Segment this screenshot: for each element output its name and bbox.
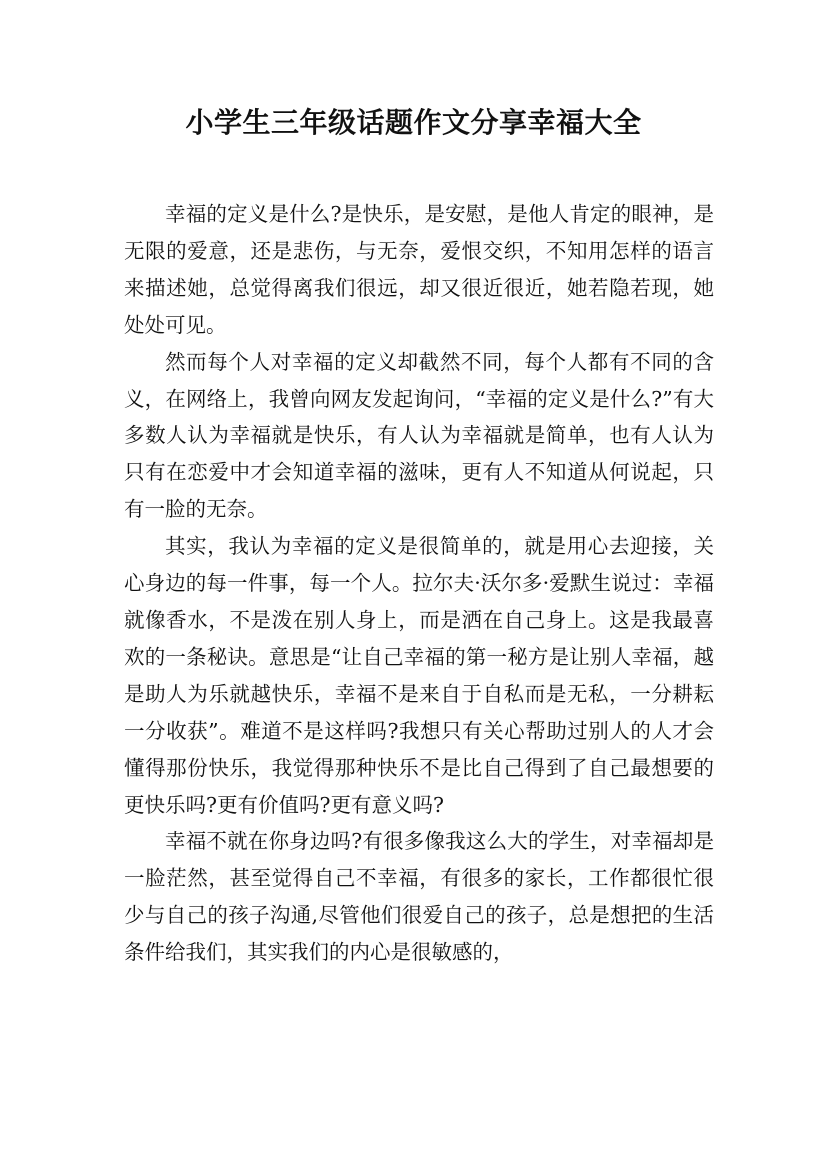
paragraph-3: 其实，我认为幸福的定义是很简单的，就是用心去迎接，关心身边的每一件事，每一个人。拉尔夫·沃尔多·爱默生说过：幸福就像香水，不是泼在别人身上，而是洒在自己身上。这是我最喜欢的一条秘诀。意思是“让自己幸福的第一秘方是让别人幸福，越是助人为乐就越快乐，幸福不是来自于自私而是无私，一分耕耘一分收获”。难道不是这样吗?我想只有关心帮助过别人的人才会懂得那份快乐，我觉得那种快乐不是比自己得到了自己最想要的更快乐吗?更有价值吗?更有意义吗? xyxy=(124,534,714,817)
paragraph-4: 幸福不就在你身边吗?有很多像我这么大的学生，对幸福却是一脸茫然，甚至觉得自己不幸福，有很多的家长，工作都很忙很少与自己的孩子沟通,尽管他们很爱自己的孩子，总是想把的生活条件给我们，其实我们的内心是很敏感的， xyxy=(124,829,714,965)
paragraph-1: 幸福的定义是什么?是快乐，是安慰，是他人肯定的眼神，是无限的爱意，还是悲伤，与无奈，爱恨交织，不知用怎样的语言来描述她，总觉得离我们很远，却又很近很近，她若隐若现，她处处可见。 xyxy=(124,202,714,337)
paragraph-2: 然而每个人对幸福的定义却截然不同，每个人都有不同的含义，在网络上，我曾向网友发起询问，“幸福的定义是什么?”有大多数人认为幸福就是快乐，有人认为幸福就是简单，也有人认为只有在恋爱中才会知道幸福的滋味，更有人不知道从何说起，只有一脸的无奈。 xyxy=(124,349,714,522)
document-body xyxy=(124,196,714,971)
document-title: 小学生三年级话题作文分享幸福大全 xyxy=(185,106,642,139)
